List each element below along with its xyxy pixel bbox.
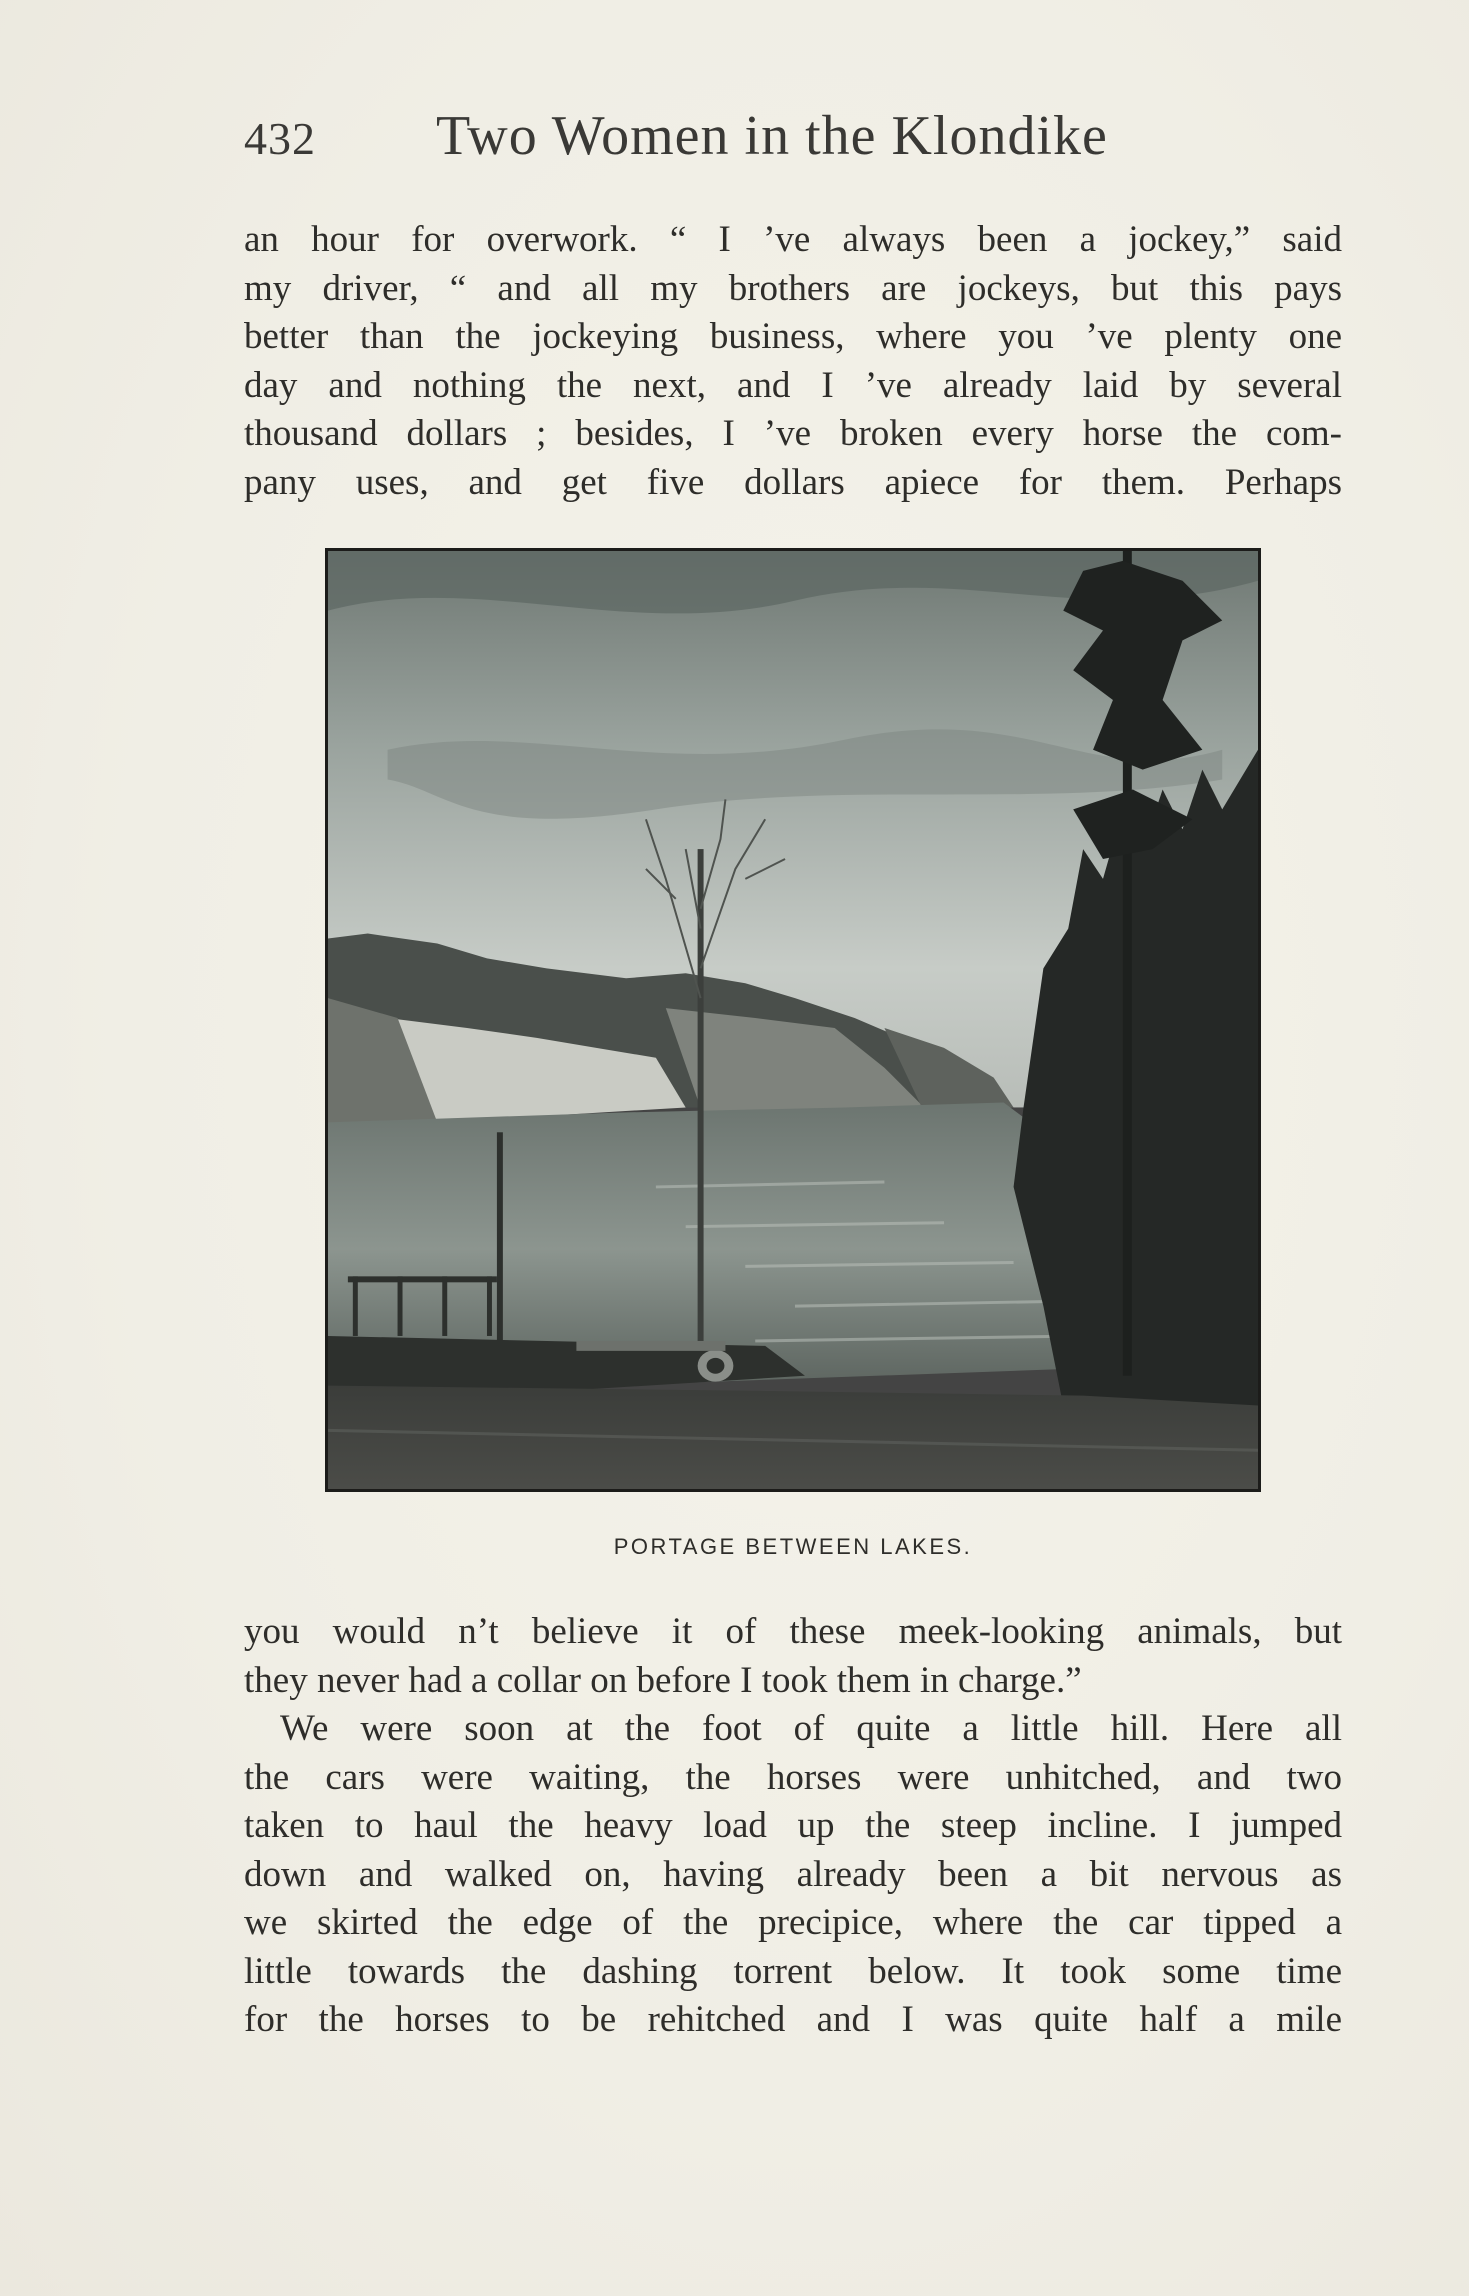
text-line: taken to haul the heavy load up the steep incline. I jumped	[244, 1805, 1342, 1846]
text-line: my driver, “ and all my brothers are jockeys, but this pays	[244, 267, 1342, 309]
text-line: down and walked on, having already been a bit nervous as	[244, 1853, 1342, 1895]
text-line: thousand dollars ; besides, I ’ve broken every horse the com-	[244, 413, 1342, 454]
text-line: little towards the dashing torrent below. It took some time	[244, 1950, 1342, 1992]
running-head	[244, 104, 1244, 174]
text-line: we skirted the edge of the precipice, where the car tipped a	[244, 1902, 1342, 1943]
landscape-photo	[328, 551, 1258, 1489]
text-line: pany uses, and get five dollars apiece for them. Perhaps	[244, 461, 1342, 503]
page-number: 432	[244, 113, 316, 164]
text-line: better than the jockeying business, where you ’ve plenty one	[244, 316, 1342, 357]
text-line: they never had a collar on before I took them in charge.”	[244, 1659, 1082, 1701]
text-line: for the horses to be rehitched and I was quite half a mile	[244, 1999, 1342, 2040]
text-line: you would n’t believe it of these meek-looking animals, but	[244, 1611, 1342, 1652]
text-line: We were soon at the foot of quite a little hill. Here all	[280, 1708, 1342, 1749]
paragraph-continued	[244, 216, 1342, 507]
text-line: an hour for overwork. “ I ’ve always been a jockey,” said	[244, 219, 1342, 260]
paragraph-body	[244, 1608, 1342, 2045]
text-line: the cars were waiting, the horses were unhitched, and two	[244, 1756, 1342, 1798]
text-line: day and nothing the next, and I ’ve already laid by several	[244, 364, 1342, 406]
running-title: Two Women in the Klondike	[436, 105, 1108, 167]
photo-plate-portage	[325, 548, 1261, 1492]
plate-caption: PORTAGE BETWEEN LAKES.	[613, 1534, 973, 1559]
